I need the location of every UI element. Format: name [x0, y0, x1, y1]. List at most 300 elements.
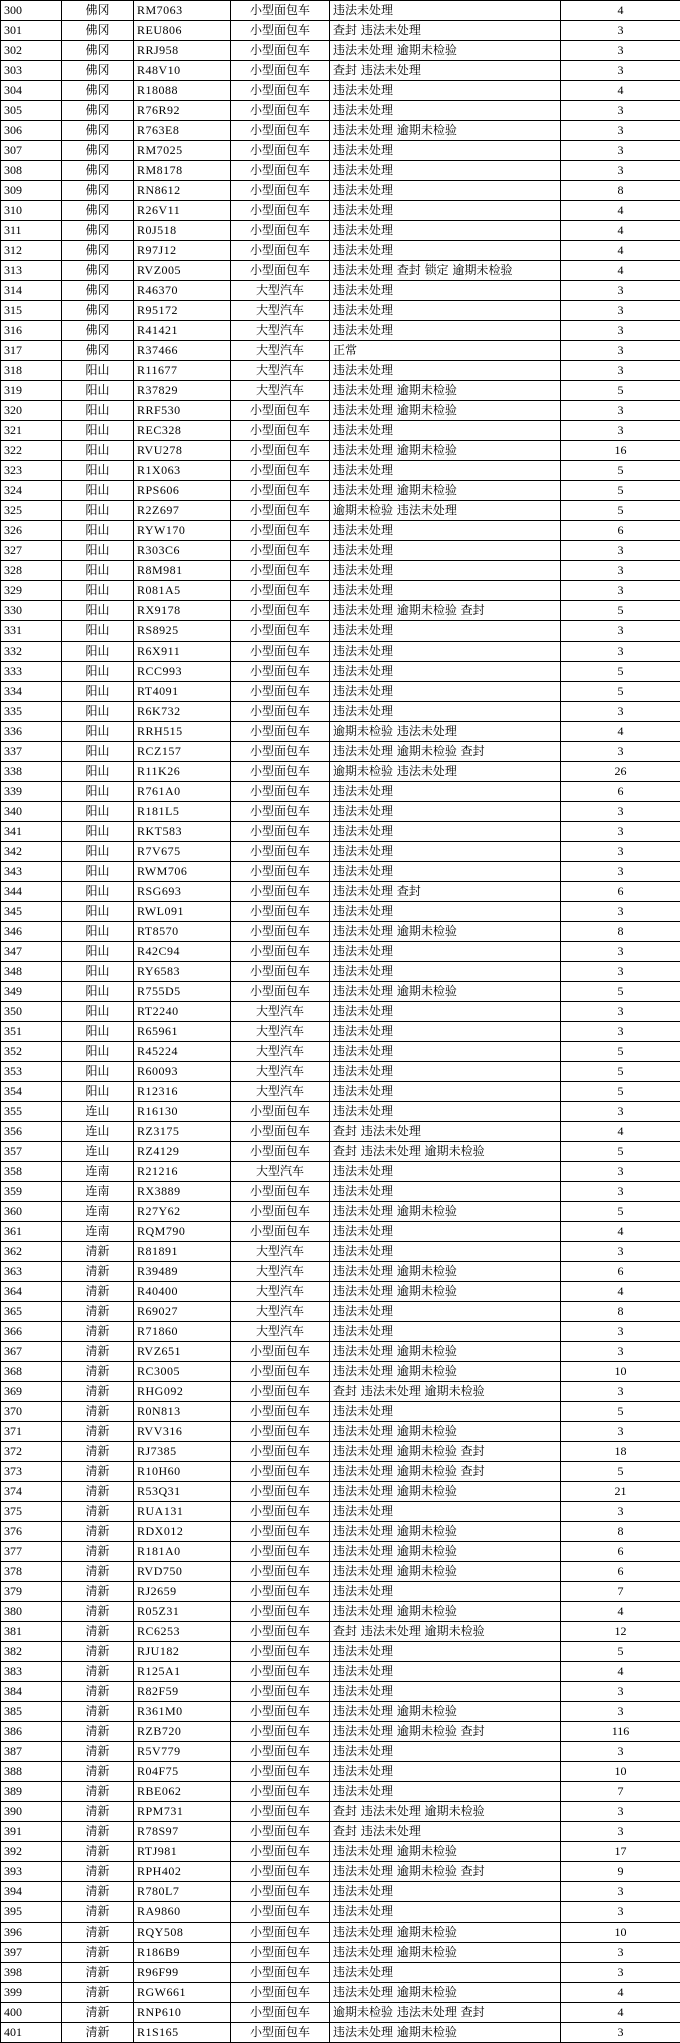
- row-number-cell: 334: [1, 681, 62, 701]
- region-cell: 佛冈: [62, 161, 134, 181]
- plate-number-cell: RGW661: [134, 1982, 231, 2002]
- region-cell: 清新: [62, 1622, 134, 1642]
- row-number-cell: 308: [1, 161, 62, 181]
- vehicle-type-cell: 小型面包车: [231, 921, 330, 941]
- row-number-cell: 344: [1, 881, 62, 901]
- plate-number-cell: RVD750: [134, 1562, 231, 1582]
- violation-count-cell: 3: [561, 1742, 680, 1762]
- plate-number-cell: RJ7385: [134, 1442, 231, 1462]
- row-number-cell: 335: [1, 701, 62, 721]
- vehicle-type-cell: 小型面包车: [231, 661, 330, 681]
- plate-number-cell: R41421: [134, 321, 231, 341]
- table-row: [1, 141, 680, 161]
- row-number-cell: 324: [1, 481, 62, 501]
- row-number-cell: 341: [1, 821, 62, 841]
- region-cell: 阳山: [62, 401, 134, 421]
- vehicle-type-cell: 小型面包车: [231, 1442, 330, 1462]
- plate-number-cell: RNP610: [134, 2002, 231, 2022]
- violation-count-cell: 5: [561, 681, 680, 701]
- plate-number-cell: R71860: [134, 1322, 231, 1342]
- violation-count-cell: 6: [561, 1542, 680, 1562]
- region-cell: 清新: [62, 1442, 134, 1462]
- vehicle-type-cell: 小型面包车: [231, 1662, 330, 1682]
- row-number-cell: 352: [1, 1041, 62, 1061]
- vehicle-type-cell: 小型面包车: [231, 1682, 330, 1702]
- region-cell: 连山: [62, 1121, 134, 1141]
- status-cell: 违法未处理 逾期未检验 查封: [330, 1722, 561, 1742]
- region-cell: 清新: [62, 1882, 134, 1902]
- table-row: [1, 701, 680, 721]
- region-cell: 清新: [62, 1902, 134, 1922]
- region-cell: 连南: [62, 1181, 134, 1201]
- region-cell: 阳山: [62, 361, 134, 381]
- table-row: [1, 361, 680, 381]
- region-cell: 阳山: [62, 641, 134, 661]
- vehicle-type-cell: 小型面包车: [231, 1822, 330, 1842]
- table-row: [1, 1101, 680, 1121]
- plate-number-cell: RY6583: [134, 961, 231, 981]
- status-cell: 违法未处理: [330, 181, 561, 201]
- violation-count-cell: 4: [561, 721, 680, 741]
- plate-number-cell: RVZ651: [134, 1342, 231, 1362]
- table-row: [1, 481, 680, 501]
- status-cell: 违法未处理: [330, 1181, 561, 1201]
- row-number-cell: 388: [1, 1762, 62, 1782]
- row-number-cell: 360: [1, 1201, 62, 1221]
- region-cell: 清新: [62, 1682, 134, 1702]
- row-number-cell: 367: [1, 1342, 62, 1362]
- status-cell: 违法未处理: [330, 821, 561, 841]
- vehicle-type-cell: 小型面包车: [231, 1522, 330, 1542]
- violation-count-cell: 3: [561, 1001, 680, 1021]
- row-number-cell: 368: [1, 1362, 62, 1382]
- table-row: [1, 1061, 680, 1081]
- table-row: [1, 661, 680, 681]
- violation-count-cell: 5: [561, 501, 680, 521]
- status-cell: 违法未处理 逾期未检验: [330, 381, 561, 401]
- row-number-cell: 375: [1, 1502, 62, 1522]
- plate-number-cell: R60093: [134, 1061, 231, 1081]
- table-row: [1, 461, 680, 481]
- vehicle-type-cell: 小型面包车: [231, 21, 330, 41]
- vehicle-type-cell: 小型面包车: [231, 1141, 330, 1161]
- vehicle-type-cell: 小型面包车: [231, 1942, 330, 1962]
- vehicle-type-cell: 小型面包车: [231, 601, 330, 621]
- region-cell: 连山: [62, 1141, 134, 1161]
- table-row: [1, 1862, 680, 1882]
- row-number-cell: 345: [1, 901, 62, 921]
- status-cell: 违法未处理: [330, 1041, 561, 1061]
- vehicle-type-cell: 小型面包车: [231, 961, 330, 981]
- status-cell: 违法未处理: [330, 321, 561, 341]
- plate-number-cell: RCZ157: [134, 741, 231, 761]
- table-row: [1, 1442, 680, 1462]
- status-cell: 逾期未检验 违法未处理: [330, 761, 561, 781]
- table-row: [1, 1942, 680, 1962]
- table-row: [1, 241, 680, 261]
- region-cell: 阳山: [62, 681, 134, 701]
- table-row: [1, 1382, 680, 1402]
- vehicle-type-cell: 大型汽车: [231, 1241, 330, 1261]
- region-cell: 阳山: [62, 801, 134, 821]
- violation-count-cell: 3: [561, 801, 680, 821]
- violation-count-cell: 3: [561, 1962, 680, 1982]
- vehicle-type-cell: 小型面包车: [231, 761, 330, 781]
- vehicle-type-cell: 大型汽车: [231, 1261, 330, 1281]
- plate-number-cell: RX9178: [134, 601, 231, 621]
- status-cell: 违法未处理 逾期未检验: [330, 1842, 561, 1862]
- status-cell: 违法未处理 查封 锁定 逾期未检验: [330, 261, 561, 281]
- vehicle-type-cell: 大型汽车: [231, 1282, 330, 1302]
- region-cell: 清新: [62, 1862, 134, 1882]
- status-cell: 查封 违法未处理 逾期未检验: [330, 1622, 561, 1642]
- violation-count-cell: 4: [561, 2002, 680, 2022]
- row-number-cell: 372: [1, 1442, 62, 1462]
- row-number-cell: 384: [1, 1682, 62, 1702]
- region-cell: 佛冈: [62, 141, 134, 161]
- status-cell: 违法未处理: [330, 161, 561, 181]
- vehicle-type-cell: 小型面包车: [231, 81, 330, 101]
- table-row: [1, 41, 680, 61]
- region-cell: 清新: [62, 1382, 134, 1402]
- row-number-cell: 394: [1, 1882, 62, 1902]
- table-row: [1, 601, 680, 621]
- region-cell: 阳山: [62, 701, 134, 721]
- violation-count-cell: 5: [561, 1642, 680, 1662]
- row-number-cell: 314: [1, 281, 62, 301]
- row-number-cell: 397: [1, 1942, 62, 1962]
- status-cell: 违法未处理: [330, 1662, 561, 1682]
- violation-count-cell: 3: [561, 1882, 680, 1902]
- violation-count-cell: 3: [561, 401, 680, 421]
- region-cell: 清新: [62, 1722, 134, 1742]
- plate-number-cell: R81891: [134, 1241, 231, 1261]
- row-number-cell: 307: [1, 141, 62, 161]
- violation-count-cell: 8: [561, 921, 680, 941]
- vehicle-type-cell: 小型面包车: [231, 1702, 330, 1722]
- vehicle-type-cell: 小型面包车: [231, 1962, 330, 1982]
- region-cell: 佛冈: [62, 101, 134, 121]
- violation-count-cell: 18: [561, 1442, 680, 1462]
- plate-number-cell: R48V10: [134, 61, 231, 81]
- violation-count-cell: 17: [561, 1842, 680, 1862]
- status-cell: 违法未处理: [330, 101, 561, 121]
- status-cell: 违法未处理: [330, 141, 561, 161]
- region-cell: 阳山: [62, 861, 134, 881]
- plate-number-cell: RC3005: [134, 1362, 231, 1382]
- region-cell: 清新: [62, 1962, 134, 1982]
- row-number-cell: 328: [1, 561, 62, 581]
- region-cell: 清新: [62, 1582, 134, 1602]
- plate-number-cell: RRJ958: [134, 41, 231, 61]
- plate-number-cell: RKT583: [134, 821, 231, 841]
- status-cell: 违法未处理 逾期未检验: [330, 1922, 561, 1942]
- vehicle-type-cell: 小型面包车: [231, 1562, 330, 1582]
- region-cell: 清新: [62, 1942, 134, 1962]
- status-cell: 违法未处理 逾期未检验: [330, 1422, 561, 1442]
- region-cell: 清新: [62, 1842, 134, 1862]
- vehicle-type-cell: 小型面包车: [231, 1922, 330, 1942]
- violation-count-cell: 21: [561, 1482, 680, 1502]
- status-cell: 违法未处理 逾期未检验: [330, 1982, 561, 2002]
- vehicle-type-cell: 大型汽车: [231, 1161, 330, 1181]
- vehicle-type-cell: 大型汽车: [231, 1061, 330, 1081]
- vehicle-type-cell: 小型面包车: [231, 1181, 330, 1201]
- plate-number-cell: RQM790: [134, 1221, 231, 1241]
- region-cell: 清新: [62, 1602, 134, 1622]
- plate-number-cell: RUA131: [134, 1502, 231, 1522]
- plate-number-cell: R755D5: [134, 981, 231, 1001]
- table-row: [1, 1282, 680, 1302]
- region-cell: 阳山: [62, 781, 134, 801]
- table-row: [1, 981, 680, 1001]
- region-cell: 阳山: [62, 961, 134, 981]
- table-row: [1, 1562, 680, 1582]
- vehicle-type-cell: 小型面包车: [231, 1602, 330, 1622]
- plate-number-cell: R42C94: [134, 941, 231, 961]
- violation-count-cell: 3: [561, 841, 680, 861]
- table-row: [1, 1221, 680, 1241]
- table-row: [1, 521, 680, 541]
- violation-count-cell: 4: [561, 81, 680, 101]
- violation-count-cell: 3: [561, 1101, 680, 1121]
- status-cell: 违法未处理: [330, 581, 561, 601]
- row-number-cell: 383: [1, 1662, 62, 1682]
- status-cell: 违法未处理: [330, 1782, 561, 1802]
- status-cell: 违法未处理: [330, 1962, 561, 1982]
- violation-count-cell: 10: [561, 1362, 680, 1382]
- row-number-cell: 304: [1, 81, 62, 101]
- plate-number-cell: R39489: [134, 1261, 231, 1281]
- violation-count-cell: 3: [561, 641, 680, 661]
- plate-number-cell: R181A0: [134, 1542, 231, 1562]
- status-cell: 违法未处理: [330, 701, 561, 721]
- table-row: [1, 401, 680, 421]
- region-cell: 阳山: [62, 621, 134, 641]
- violation-count-cell: 3: [561, 321, 680, 341]
- status-cell: 违法未处理 查封: [330, 881, 561, 901]
- plate-number-cell: R18088: [134, 81, 231, 101]
- plate-number-cell: RQY508: [134, 1922, 231, 1942]
- row-number-cell: 380: [1, 1602, 62, 1622]
- table-row: [1, 1041, 680, 1061]
- row-number-cell: 393: [1, 1862, 62, 1882]
- plate-number-cell: R46370: [134, 281, 231, 301]
- table-row: [1, 1642, 680, 1662]
- plate-number-cell: R53Q31: [134, 1482, 231, 1502]
- table-row: [1, 861, 680, 881]
- plate-number-cell: R40400: [134, 1282, 231, 1302]
- plate-number-cell: RZ4129: [134, 1141, 231, 1161]
- row-number-cell: 343: [1, 861, 62, 881]
- vehicle-type-cell: 小型面包车: [231, 121, 330, 141]
- vehicle-type-cell: 小型面包车: [231, 1982, 330, 2002]
- vehicle-type-cell: 大型汽车: [231, 1322, 330, 1342]
- plate-number-cell: RPH402: [134, 1862, 231, 1882]
- status-cell: 违法未处理: [330, 561, 561, 581]
- vehicle-type-cell: 小型面包车: [231, 1722, 330, 1742]
- violation-count-cell: 3: [561, 301, 680, 321]
- row-number-cell: 325: [1, 501, 62, 521]
- status-cell: 违法未处理: [330, 421, 561, 441]
- plate-number-cell: R78S97: [134, 1822, 231, 1842]
- row-number-cell: 350: [1, 1001, 62, 1021]
- table-row: [1, 341, 680, 361]
- violation-count-cell: 3: [561, 1181, 680, 1201]
- violation-count-cell: 5: [561, 1081, 680, 1101]
- table-row: [1, 1882, 680, 1902]
- table-row: [1, 1802, 680, 1822]
- plate-number-cell: R65961: [134, 1021, 231, 1041]
- table-row: [1, 381, 680, 401]
- status-cell: 违法未处理: [330, 1642, 561, 1662]
- vehicle-type-cell: 大型汽车: [231, 321, 330, 341]
- table-row: [1, 101, 680, 121]
- violation-count-cell: 3: [561, 1822, 680, 1842]
- row-number-cell: 315: [1, 301, 62, 321]
- region-cell: 阳山: [62, 441, 134, 461]
- vehicle-type-cell: 小型面包车: [231, 681, 330, 701]
- vehicle-type-cell: 小型面包车: [231, 41, 330, 61]
- violation-count-cell: 4: [561, 1282, 680, 1302]
- table-row: [1, 1822, 680, 1842]
- violation-count-cell: 4: [561, 1602, 680, 1622]
- region-cell: 清新: [62, 1522, 134, 1542]
- plate-number-cell: R16130: [134, 1101, 231, 1121]
- status-cell: 违法未处理: [330, 801, 561, 821]
- table-row: [1, 221, 680, 241]
- region-cell: 阳山: [62, 901, 134, 921]
- plate-number-cell: RX3889: [134, 1181, 231, 1201]
- region-cell: 阳山: [62, 421, 134, 441]
- row-number-cell: 359: [1, 1181, 62, 1201]
- violation-count-cell: 5: [561, 481, 680, 501]
- region-cell: 阳山: [62, 761, 134, 781]
- table-row: [1, 1502, 680, 1522]
- vehicle-type-cell: 大型汽车: [231, 1302, 330, 1322]
- table-row: [1, 621, 680, 641]
- status-cell: 违法未处理: [330, 1101, 561, 1121]
- plate-number-cell: R125A1: [134, 1662, 231, 1682]
- plate-number-cell: RZ3175: [134, 1121, 231, 1141]
- violation-count-cell: 5: [561, 461, 680, 481]
- region-cell: 连山: [62, 1101, 134, 1121]
- region-cell: 阳山: [62, 521, 134, 541]
- violation-count-cell: 16: [561, 441, 680, 461]
- region-cell: 佛冈: [62, 321, 134, 341]
- vehicle-type-cell: 大型汽车: [231, 301, 330, 321]
- plate-number-cell: RSG693: [134, 881, 231, 901]
- row-number-cell: 320: [1, 401, 62, 421]
- table-row: [1, 1962, 680, 1982]
- row-number-cell: 376: [1, 1522, 62, 1542]
- region-cell: 阳山: [62, 921, 134, 941]
- row-number-cell: 318: [1, 361, 62, 381]
- region-cell: 清新: [62, 1822, 134, 1842]
- status-cell: 查封 违法未处理: [330, 21, 561, 41]
- status-cell: 违法未处理 逾期未检验: [330, 981, 561, 1001]
- row-number-cell: 379: [1, 1582, 62, 1602]
- status-cell: 违法未处理: [330, 1682, 561, 1702]
- region-cell: 清新: [62, 1422, 134, 1442]
- region-cell: 清新: [62, 1502, 134, 1522]
- vehicle-type-cell: 小型面包车: [231, 241, 330, 261]
- violation-count-cell: 4: [561, 221, 680, 241]
- region-cell: 清新: [62, 1261, 134, 1281]
- table-row: [1, 301, 680, 321]
- table-row: [1, 121, 680, 141]
- status-cell: 违法未处理: [330, 301, 561, 321]
- table-row: [1, 1722, 680, 1742]
- violation-count-cell: 5: [561, 981, 680, 1001]
- status-cell: 违法未处理: [330, 81, 561, 101]
- violation-count-cell: 3: [561, 41, 680, 61]
- table-row: [1, 1922, 680, 1942]
- table-row: [1, 1602, 680, 1622]
- table-row: [1, 1302, 680, 1322]
- table-row: [1, 1, 680, 21]
- region-cell: 清新: [62, 1802, 134, 1822]
- vehicle-type-cell: 小型面包车: [231, 701, 330, 721]
- status-cell: 违法未处理 逾期未检验: [330, 121, 561, 141]
- vehicle-type-cell: 小型面包车: [231, 481, 330, 501]
- region-cell: 阳山: [62, 721, 134, 741]
- status-cell: 违法未处理 逾期未检验: [330, 1522, 561, 1542]
- region-cell: 清新: [62, 1642, 134, 1662]
- region-cell: 阳山: [62, 881, 134, 901]
- vehicle-type-cell: 小型面包车: [231, 101, 330, 121]
- plate-number-cell: R186B9: [134, 1942, 231, 1962]
- vehicle-type-cell: 大型汽车: [231, 381, 330, 401]
- status-cell: 违法未处理 逾期未检验 查封: [330, 1442, 561, 1462]
- row-number-cell: 347: [1, 941, 62, 961]
- row-number-cell: 302: [1, 41, 62, 61]
- violation-count-cell: 116: [561, 1722, 680, 1742]
- status-cell: 违法未处理 逾期未检验: [330, 1942, 561, 1962]
- violation-count-cell: 3: [561, 1021, 680, 1041]
- region-cell: 阳山: [62, 561, 134, 581]
- plate-number-cell: RVV316: [134, 1422, 231, 1442]
- vehicle-type-cell: 小型面包车: [231, 1802, 330, 1822]
- status-cell: 查封 违法未处理: [330, 1121, 561, 1141]
- violation-count-cell: 5: [561, 1462, 680, 1482]
- row-number-cell: 374: [1, 1482, 62, 1502]
- row-number-cell: 389: [1, 1782, 62, 1802]
- row-number-cell: 300: [1, 1, 62, 21]
- vehicle-type-cell: 小型面包车: [231, 1342, 330, 1362]
- region-cell: 清新: [62, 1362, 134, 1382]
- vehicle-type-cell: 小型面包车: [231, 1221, 330, 1241]
- table-row: [1, 561, 680, 581]
- vehicle-type-cell: 小型面包车: [231, 1502, 330, 1522]
- vehicle-type-cell: 小型面包车: [231, 181, 330, 201]
- vehicle-type-cell: 大型汽车: [231, 1041, 330, 1061]
- row-number-cell: 316: [1, 321, 62, 341]
- row-number-cell: 313: [1, 261, 62, 281]
- region-cell: 清新: [62, 1241, 134, 1261]
- region-cell: 佛冈: [62, 81, 134, 101]
- plate-number-cell: RWM706: [134, 861, 231, 881]
- region-cell: 阳山: [62, 581, 134, 601]
- status-cell: 违法未处理: [330, 621, 561, 641]
- table-row: [1, 441, 680, 461]
- plate-number-cell: R69027: [134, 1302, 231, 1322]
- violation-count-cell: 6: [561, 521, 680, 541]
- violation-count-cell: 3: [561, 361, 680, 381]
- table-row: [1, 1522, 680, 1542]
- table-row: [1, 901, 680, 921]
- vehicle-type-cell: 小型面包车: [231, 1882, 330, 1902]
